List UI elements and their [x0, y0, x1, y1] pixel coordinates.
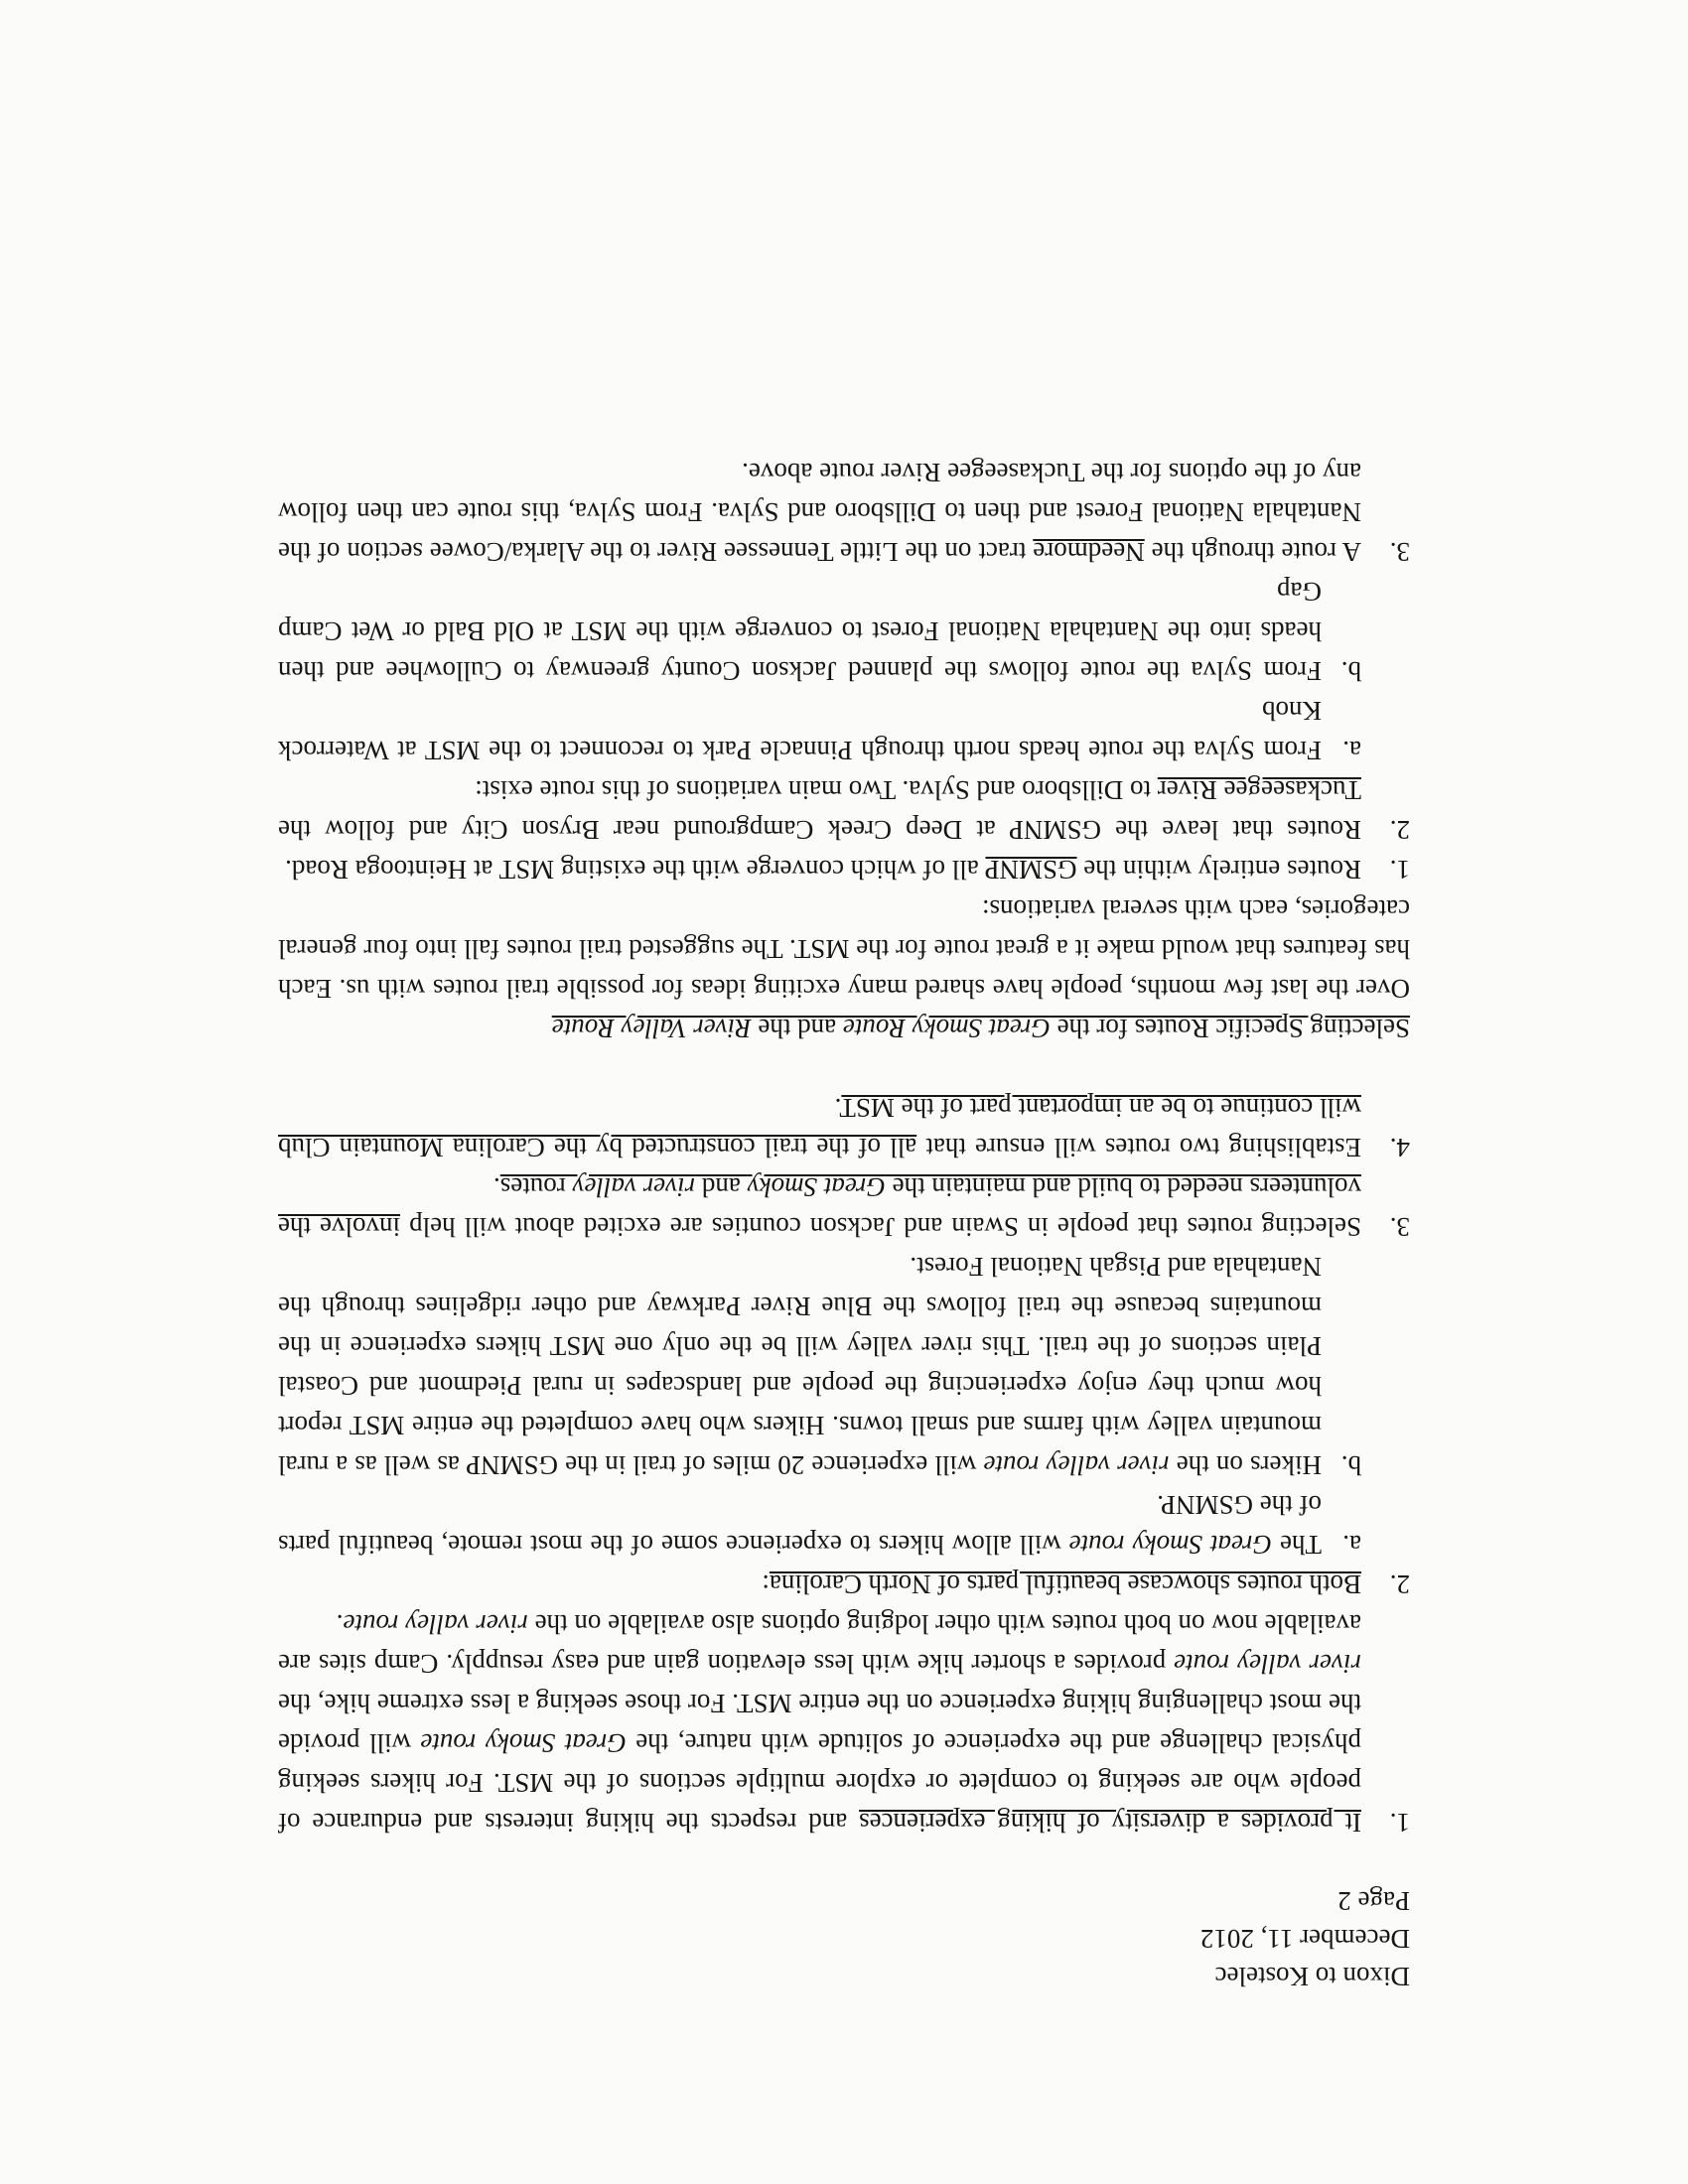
- subitem-text: will allow hikers to experience some of the most remote, beautiful parts of the GSMNP.: [278, 1490, 1322, 1560]
- letter-body: [278, 453, 1410, 1995]
- header-date: December 11, 2012: [1199, 1924, 1410, 1954]
- subitem-text: The: [1272, 1530, 1322, 1560]
- reason-text: Establishing two routes will ensure that: [916, 1133, 1361, 1162]
- heading-emphasis: River Valley Route: [551, 1014, 752, 1043]
- heading-text: and the: [751, 1014, 843, 1043]
- emphasis-text: river valley route: [983, 1450, 1170, 1480]
- reasons-list: [278, 1088, 1410, 1843]
- reason-lead: Both routes showcase beautiful parts of North Carolina: [769, 1570, 1361, 1599]
- reason-text: Selecting routes that people in Swain and Jackson counties are excited about will help: [400, 1212, 1361, 1242]
- underlined-text: involve the volunteers needed to build and maintain the: [278, 1172, 1361, 1242]
- list-number: 2.: [1389, 815, 1410, 845]
- underlined-text: and: [695, 1172, 748, 1202]
- sublist-label: a.: [1342, 736, 1361, 765]
- route-text: all of which converge with the existing MST at Heintooga Road.: [285, 855, 986, 885]
- list-number: 1.: [1389, 1808, 1410, 1838]
- reason-text: provides a shorter hike with less elevation gain and easy resupply. Camp sites are available now on both routes with other lodging options also available on the: [278, 1609, 1361, 1679]
- route-text: A route through the: [1144, 537, 1361, 567]
- route-category-list: [278, 453, 1410, 889]
- reason-item: [278, 1247, 1410, 1604]
- emphasis-text: river valley route: [343, 1609, 528, 1639]
- list-number: 3.: [1389, 537, 1410, 567]
- reason-text: :: [762, 1570, 770, 1599]
- reason-subitem: [278, 1247, 1410, 1485]
- reason-text: and respects the hiking interests and endurance of people who are seeking to complete or explore multiple sections of the MST. For hikers seeking physical challenge and the experience of solitude with nature, the: [278, 1728, 1361, 1838]
- route-variation-item: [278, 572, 1410, 691]
- heading-text: Selecting Specific Routes for the: [1050, 1014, 1410, 1043]
- emphasis-text: river valley route: [1174, 1649, 1361, 1679]
- underlined-text: all of the trail constructed by the Carolina Mountain Club will continue to be an important part of the MST: [277, 1093, 1361, 1162]
- route-text: tract on the Little Tennessee River to the Alarka/Cowee section of the Nantahala National Forest and then to Dillsboro and Sylva. From Sylva, this route can then follow any of the options for the Tuckaseegee River route above.: [278, 458, 1361, 567]
- reason-text: .: [492, 1172, 500, 1202]
- underlined-text: GSMNP: [985, 855, 1077, 885]
- variation-text: From Sylva the route follows the planned Jackson County greenway to Cullowhee and then heads into the Nantahala National Forest to converge with the MST at Old Bald or Wet Camp Gap: [278, 577, 1322, 686]
- emphasis-text: Great Smoky route: [420, 1728, 627, 1758]
- emphasis-text: Great Smoky: [747, 1172, 886, 1202]
- reason-sublist: [278, 1247, 1361, 1565]
- route-text: to Dillsboro and Sylva. Two main variations of this route exist:: [475, 775, 1158, 805]
- reason-text: will provide the most challenging hiking experience on the entire MST. For those seeking a less extreme hike, the: [278, 1689, 1361, 1758]
- route-category-item: [278, 572, 1410, 850]
- list-number: 3.: [1389, 1212, 1410, 1242]
- route-category-item: [278, 850, 1410, 889]
- heading-emphasis: Great Smoky Route: [842, 1014, 1051, 1043]
- route-category-item: [278, 453, 1410, 572]
- header-recipient: Dixon to Kostelec: [1214, 1962, 1410, 1991]
- list-number: 1.: [1389, 855, 1410, 885]
- route-variation-list: [278, 572, 1361, 770]
- list-number: 4.: [1389, 1133, 1410, 1162]
- header-page-number: Page 2: [1337, 1886, 1410, 1916]
- reason-item: [278, 1604, 1410, 1843]
- letter-header: [278, 1882, 1410, 1995]
- reason-item: [278, 1167, 1410, 1247]
- subitem-text: Hikers on the: [1169, 1450, 1322, 1480]
- underlined-text: routes: [499, 1172, 573, 1202]
- route-variation-item: [278, 691, 1410, 770]
- emphasis-text: Great Smoky route: [1068, 1530, 1273, 1560]
- variation-text: From Sylva the route heads north through Pinnacle Park to reconnect to the MST at Waterrock Knob: [278, 696, 1322, 765]
- section-intro: Over the last few months, people have shared many exciting ideas for possible trail routes with us. Each has features that would make it a great route for the MST. The suggested trail routes fall into four general categories, each with several variations:: [278, 894, 1410, 1004]
- underlined-text: Needmore: [1033, 537, 1145, 567]
- section-heading: [278, 1009, 1410, 1048]
- reason-text: .: [834, 1093, 842, 1123]
- reason-subitem: [278, 1485, 1410, 1565]
- subitem-text: will experience 20 miles of trail in the GSMNP as well as a rural mountain valley with farms and small towns. Hikers who have completed the entire MST report how much they enjoy experiencing the people and landscapes in rural Piedmont and Coastal Plain sections of the trail. This river valley will be the only one MST hikers experience in the mountains because the trail follows the Blue River Parkway and other ridgelines through the Nantahala and Pisgah National Forest.: [278, 1252, 1322, 1480]
- route-text: Routes entirely within the: [1076, 855, 1361, 885]
- list-number: 2.: [1389, 1570, 1410, 1599]
- sublist-label: b.: [1340, 1450, 1361, 1480]
- route-text: Routes that leave the GSMNP at Deep Creek Campground near Bryson City and follow the: [278, 815, 1361, 845]
- reason-item: [278, 1088, 1410, 1167]
- reason-text: .: [336, 1609, 344, 1639]
- emphasis-text: river valley: [572, 1172, 696, 1202]
- sublist-label: a.: [1342, 1530, 1361, 1560]
- sublist-label: b.: [1340, 656, 1361, 686]
- reason-lead: It provides a diversity of hiking experiences: [859, 1808, 1361, 1838]
- underlined-text: Tuckaseegee River: [1157, 775, 1361, 805]
